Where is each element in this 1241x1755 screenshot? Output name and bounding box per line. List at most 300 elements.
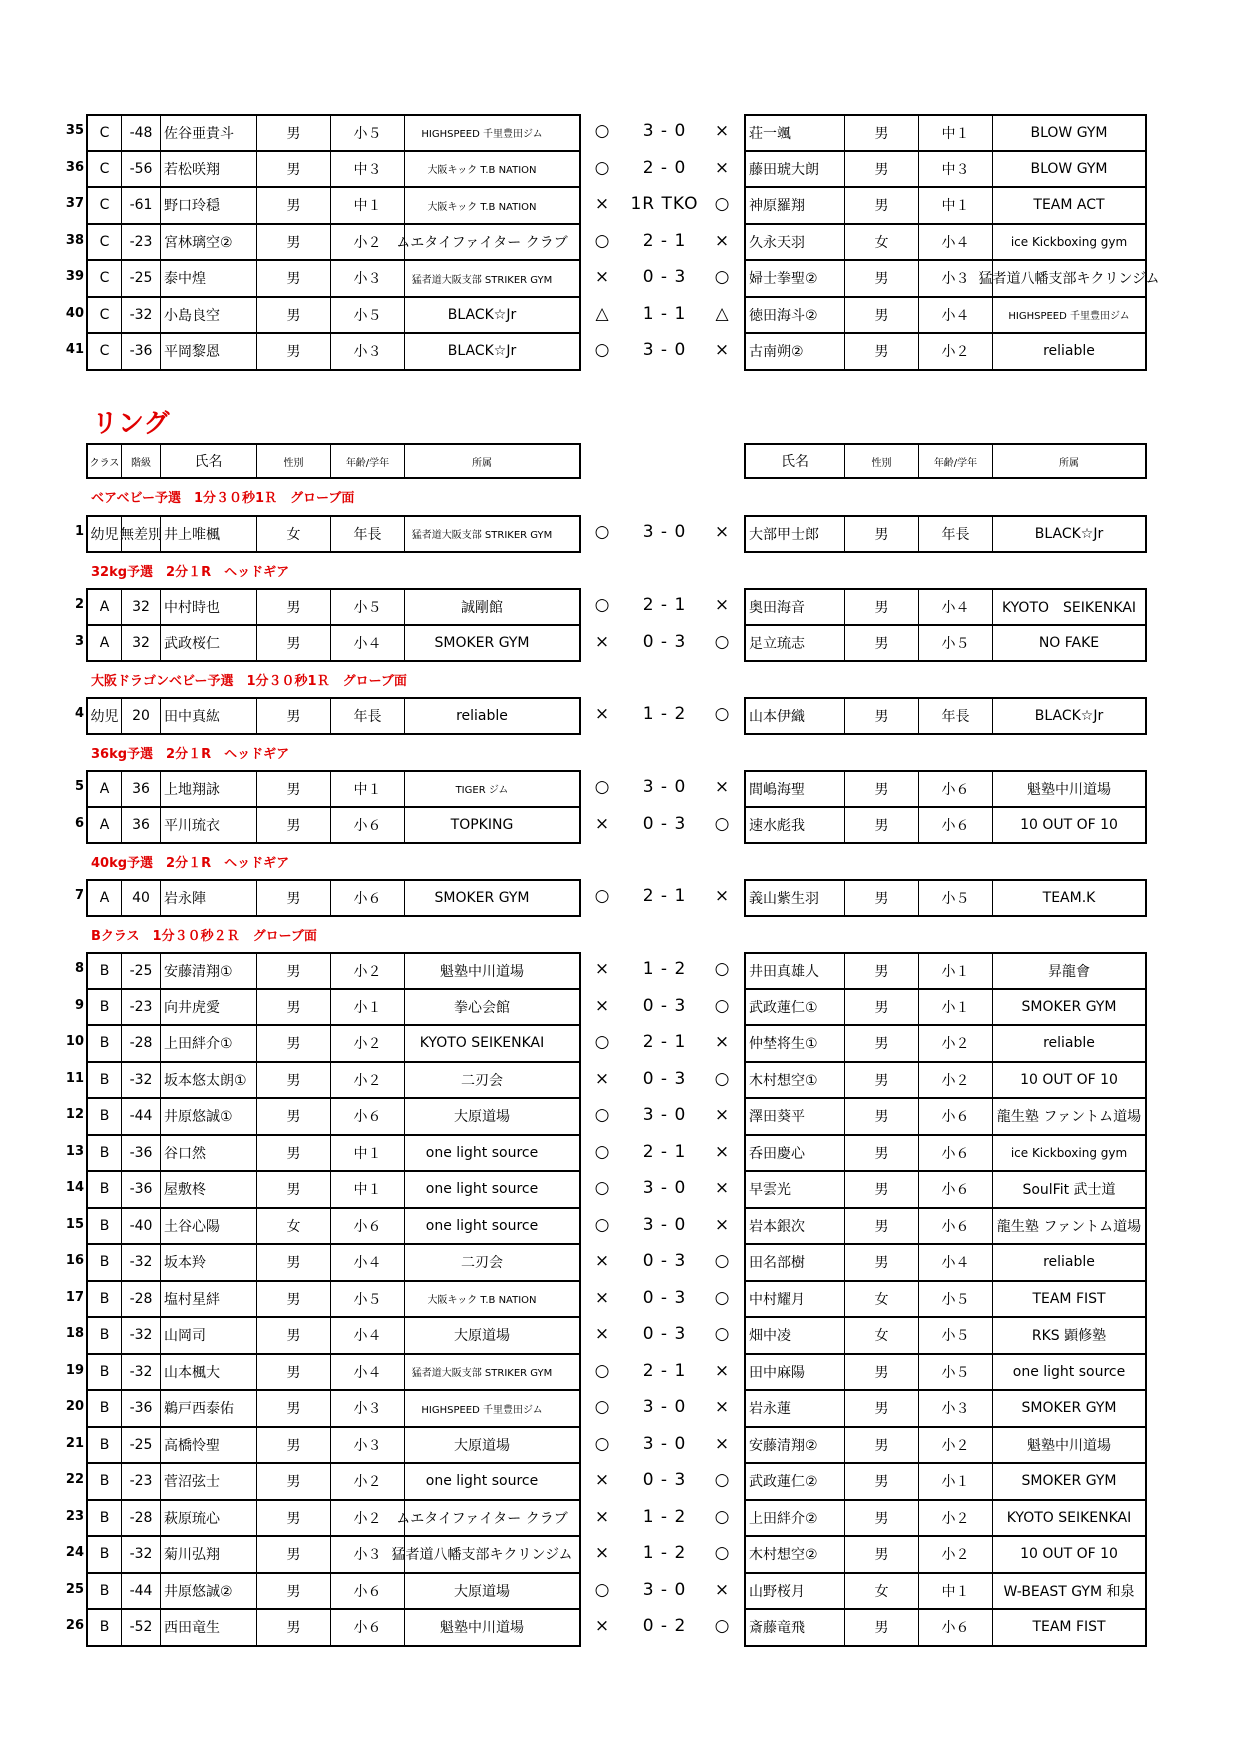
bout-number: 41 bbox=[65, 342, 84, 358]
opponent-grade: 小６ bbox=[919, 1172, 993, 1207]
left-fighter-row bbox=[86, 515, 581, 553]
result-mark-right: × bbox=[714, 1141, 730, 1162]
sex-cell: 男 bbox=[257, 590, 331, 624]
bout-number: 35 bbox=[65, 123, 84, 139]
team-cell: reliable bbox=[456, 707, 508, 724]
sex-cell: 男 bbox=[257, 881, 331, 915]
opponent-team: 10 OUT OF 10 bbox=[1020, 1071, 1118, 1088]
sex-cell: 男 bbox=[257, 1282, 331, 1317]
opponent-sex: 男 bbox=[845, 1136, 919, 1171]
opponent-grade: 小３ bbox=[919, 1391, 993, 1426]
left-fighter-row bbox=[86, 114, 581, 152]
grade-cell: 小４ bbox=[331, 1355, 405, 1390]
score: 2 - 1 bbox=[642, 1141, 687, 1162]
right-fighter-row bbox=[744, 1025, 1147, 1063]
score: 1 - 2 bbox=[642, 1506, 687, 1527]
grade-cell: 小２ bbox=[331, 1026, 405, 1061]
result-mark-left: × bbox=[594, 267, 610, 288]
class-cell: A bbox=[88, 808, 122, 843]
opponent-sex: 男 bbox=[845, 1464, 919, 1499]
score: 2 - 1 bbox=[642, 886, 687, 907]
table-header-right bbox=[744, 443, 1147, 479]
opponent-team: TEAM ACT bbox=[1033, 197, 1105, 214]
grade-cell: 小４ bbox=[331, 1245, 405, 1280]
score: 0 - 3 bbox=[642, 1068, 687, 1089]
team-cell: 大原道場 bbox=[454, 1437, 510, 1454]
result-mark-right: × bbox=[714, 522, 730, 543]
opponent-sex: 男 bbox=[845, 1537, 919, 1572]
sex-cell: 男 bbox=[257, 626, 331, 661]
sex-cell: 男 bbox=[257, 1026, 331, 1061]
opponent-grade: 小５ bbox=[919, 1355, 993, 1390]
weight-cell: -28 bbox=[122, 1026, 161, 1061]
result-mark-left: ○ bbox=[594, 1397, 610, 1418]
class-cell: A bbox=[88, 881, 122, 915]
opponent-sex: 男 bbox=[845, 334, 919, 369]
class-cell: B bbox=[88, 954, 122, 988]
team-cell: 猛者道大阪支部 STRIKER GYM bbox=[411, 530, 553, 542]
team-cell: 猛者道大阪支部 STRIKER GYM bbox=[411, 1368, 553, 1380]
header-opponent-grade: 年齢/学年 bbox=[919, 445, 993, 477]
opponent-team: BLACK☆Jr bbox=[1034, 707, 1104, 724]
left-fighter-row bbox=[86, 1609, 581, 1647]
opponent-sex: 男 bbox=[845, 261, 919, 296]
sex-cell: 女 bbox=[257, 1209, 331, 1244]
score: 0 - 3 bbox=[642, 1324, 687, 1345]
result-mark-left: ○ bbox=[594, 777, 610, 798]
opponent-sex: 男 bbox=[845, 517, 919, 551]
sex-cell: 男 bbox=[257, 954, 331, 988]
opponent-sex: 男 bbox=[845, 1355, 919, 1390]
result-mark-left: × bbox=[594, 194, 610, 215]
bout-number: 19 bbox=[65, 1362, 84, 1378]
opponent-sex: 女 bbox=[845, 1282, 919, 1317]
result-mark-left: ○ bbox=[594, 1178, 610, 1199]
weight-cell: -32 bbox=[122, 1245, 161, 1280]
team-cell: SMOKER GYM bbox=[434, 634, 530, 651]
opponent-sex: 男 bbox=[845, 590, 919, 624]
weight-cell: -23 bbox=[122, 1464, 161, 1499]
score: 3 - 0 bbox=[642, 340, 687, 361]
bout-number: 11 bbox=[65, 1070, 84, 1086]
opponent-team: W-BEAST GYM 和泉 bbox=[1003, 1583, 1135, 1600]
result-mark-left: × bbox=[594, 813, 610, 834]
bout-number: 37 bbox=[65, 196, 84, 212]
opponent-team: TEAM FIST bbox=[1032, 1290, 1106, 1307]
opponent-grade: 小５ bbox=[919, 1282, 993, 1317]
weight-cell: -28 bbox=[122, 1282, 161, 1317]
result-mark-right: ○ bbox=[714, 1506, 730, 1527]
opponent-sex: 男 bbox=[845, 1428, 919, 1463]
result-mark-right: ○ bbox=[714, 194, 730, 215]
fighter-name: 塩村星絆 bbox=[161, 1282, 257, 1317]
opponent-sex: 男 bbox=[845, 990, 919, 1025]
fighter-name: 野口玲穏 bbox=[161, 188, 257, 223]
class-cell: 幼児 bbox=[88, 699, 122, 733]
score: 0 - 3 bbox=[642, 995, 687, 1016]
result-mark-right: ○ bbox=[714, 1616, 730, 1637]
fighter-name: 菊川弘翔 bbox=[161, 1537, 257, 1572]
opponent-sex: 女 bbox=[845, 225, 919, 260]
left-fighter-row bbox=[86, 1500, 581, 1538]
left-fighter-row bbox=[86, 1244, 581, 1282]
sex-cell: 男 bbox=[257, 1318, 331, 1353]
right-fighter-row bbox=[744, 187, 1147, 225]
result-mark-right: ○ bbox=[714, 1251, 730, 1272]
opponent-team: NO FAKE bbox=[1038, 634, 1100, 651]
grade-cell: 小４ bbox=[331, 626, 405, 661]
right-fighter-row bbox=[744, 1062, 1147, 1100]
weight-cell: -56 bbox=[122, 152, 161, 187]
opponent-team: reliable bbox=[1043, 1254, 1095, 1271]
result-mark-right: × bbox=[714, 1032, 730, 1053]
opponent-sex: 男 bbox=[845, 1026, 919, 1061]
bout-number: 36 bbox=[65, 159, 84, 175]
result-mark-right: ○ bbox=[714, 267, 730, 288]
header-grade: 年齢/学年 bbox=[331, 445, 405, 477]
header-weight: 階級 bbox=[122, 445, 161, 477]
opponent-name: 婦士拳聖② bbox=[746, 261, 845, 296]
bout-number: 26 bbox=[65, 1618, 84, 1634]
opponent-sex: 男 bbox=[845, 152, 919, 187]
team-cell: 大阪キック T.B NATION bbox=[427, 165, 537, 177]
left-fighter-row bbox=[86, 1427, 581, 1465]
opponent-name: 神原羅翔 bbox=[746, 188, 845, 223]
bout-number: 13 bbox=[65, 1143, 84, 1159]
result-mark-left: ○ bbox=[594, 121, 610, 142]
right-fighter-row bbox=[744, 260, 1160, 298]
class-cell: B bbox=[88, 1136, 122, 1171]
weight-cell: -23 bbox=[122, 990, 161, 1025]
class-cell: C bbox=[88, 261, 122, 296]
opponent-team: HIGHSPEED 千里豊田ジム bbox=[1008, 311, 1130, 323]
fighter-name: 安藤清翔① bbox=[161, 954, 257, 988]
bout-number: 39 bbox=[65, 269, 84, 285]
section-title: Bクラス 1分３０秒２Ｒ グローブ面 bbox=[91, 929, 317, 944]
result-mark-left: × bbox=[594, 1506, 610, 1527]
result-mark-right: × bbox=[714, 1397, 730, 1418]
sex-cell: 男 bbox=[257, 152, 331, 187]
opponent-name: 岩永蓮 bbox=[746, 1391, 845, 1426]
grade-cell: 小３ bbox=[331, 1428, 405, 1463]
sex-cell: 男 bbox=[257, 1501, 331, 1536]
team-cell: 大原道場 bbox=[454, 1583, 510, 1600]
weight-cell: 20 bbox=[122, 699, 161, 733]
left-fighter-row bbox=[86, 1573, 581, 1611]
grade-cell: 小６ bbox=[331, 1209, 405, 1244]
team-cell: one light source bbox=[425, 1473, 539, 1490]
score: 1 - 1 bbox=[642, 303, 687, 324]
sex-cell: 男 bbox=[257, 188, 331, 223]
opponent-team: SoulFit 武士道 bbox=[1022, 1182, 1116, 1199]
bout-number: 18 bbox=[65, 1326, 84, 1342]
result-mark-left: × bbox=[594, 1616, 610, 1637]
opponent-name: 中村耀月 bbox=[746, 1282, 845, 1317]
opponent-team: RKS 顕修塾 bbox=[1031, 1328, 1107, 1345]
result-mark-left: ○ bbox=[594, 1032, 610, 1053]
left-fighter-row bbox=[86, 1025, 581, 1063]
grade-cell: 中１ bbox=[331, 772, 405, 806]
weight-cell: -44 bbox=[122, 1099, 161, 1134]
class-cell: B bbox=[88, 1574, 122, 1609]
ring-title: リング bbox=[92, 409, 170, 439]
result-mark-right: × bbox=[714, 157, 730, 178]
team-cell: 拳心会館 bbox=[454, 999, 510, 1016]
sex-cell: 男 bbox=[257, 699, 331, 733]
grade-cell: 年長 bbox=[331, 699, 405, 733]
weight-cell: -44 bbox=[122, 1574, 161, 1609]
right-fighter-row bbox=[744, 1500, 1147, 1538]
weight-cell: -61 bbox=[122, 188, 161, 223]
right-fighter-row bbox=[744, 1208, 1147, 1246]
opponent-name: 斎藤竜飛 bbox=[746, 1610, 845, 1645]
opponent-name: 安藤清翔② bbox=[746, 1428, 845, 1463]
weight-cell: -32 bbox=[122, 298, 161, 333]
weight-cell: -48 bbox=[122, 116, 161, 150]
opponent-team: 龍生塾 ファントム道場 bbox=[996, 1218, 1142, 1235]
opponent-name: 田中麻陽 bbox=[746, 1355, 845, 1390]
score: 3 - 0 bbox=[642, 1397, 687, 1418]
left-fighter-row bbox=[86, 807, 581, 845]
sex-cell: 男 bbox=[257, 772, 331, 806]
fighter-name: 小島良空 bbox=[161, 298, 257, 333]
opponent-grade: 小５ bbox=[919, 626, 993, 661]
opponent-sex: 女 bbox=[845, 1574, 919, 1609]
score: 1R TKO bbox=[630, 194, 699, 215]
grade-cell: 小４ bbox=[331, 1318, 405, 1353]
sex-cell: 男 bbox=[257, 1099, 331, 1134]
fighter-name: 佐谷亜貴斗 bbox=[161, 116, 257, 150]
result-mark-left: ○ bbox=[594, 230, 610, 251]
grade-cell: 小３ bbox=[331, 1537, 405, 1572]
opponent-grade: 小４ bbox=[919, 590, 993, 624]
class-cell: B bbox=[88, 1428, 122, 1463]
team-cell: 誠剛館 bbox=[461, 599, 503, 616]
team-cell: HIGHSPEED 千里豊田ジム bbox=[421, 129, 543, 141]
class-cell: A bbox=[88, 590, 122, 624]
class-cell: B bbox=[88, 1537, 122, 1572]
left-fighter-row bbox=[86, 1208, 581, 1246]
right-fighter-row bbox=[744, 1427, 1147, 1465]
opponent-name: 速水彪我 bbox=[746, 808, 845, 843]
result-mark-right: △ bbox=[715, 303, 729, 324]
right-fighter-row bbox=[744, 1244, 1147, 1282]
score: 0 - 2 bbox=[642, 1616, 687, 1637]
opponent-sex: 男 bbox=[845, 298, 919, 333]
right-fighter-row bbox=[744, 1390, 1147, 1428]
right-fighter-row bbox=[744, 1354, 1147, 1392]
score: 3 - 0 bbox=[642, 1579, 687, 1600]
result-mark-right: × bbox=[714, 777, 730, 798]
left-fighter-row bbox=[86, 1062, 581, 1100]
fighter-name: 泰中煌 bbox=[161, 261, 257, 296]
fighter-name: 岩永陣 bbox=[161, 881, 257, 915]
bout-number: 20 bbox=[65, 1399, 84, 1415]
score: 3 - 0 bbox=[642, 777, 687, 798]
right-fighter-row bbox=[744, 770, 1147, 808]
opponent-sex: 男 bbox=[845, 954, 919, 988]
team-cell: SMOKER GYM bbox=[434, 889, 530, 906]
result-mark-right: × bbox=[714, 1105, 730, 1126]
result-mark-left: × bbox=[594, 1470, 610, 1491]
fighter-name: 上田絆介① bbox=[161, 1026, 257, 1061]
opponent-team: reliable bbox=[1043, 343, 1095, 360]
fighter-name: 鵜戸西泰佑 bbox=[161, 1391, 257, 1426]
weight-cell: -36 bbox=[122, 1172, 161, 1207]
fighter-name: 坂本悠太朗① bbox=[161, 1063, 257, 1098]
opponent-name: 木村想空② bbox=[746, 1537, 845, 1572]
right-fighter-row bbox=[744, 1098, 1147, 1136]
opponent-sex: 男 bbox=[845, 626, 919, 661]
bout-number: 23 bbox=[65, 1508, 84, 1524]
left-fighter-row bbox=[86, 1390, 581, 1428]
result-mark-left: × bbox=[594, 1324, 610, 1345]
grade-cell: 小６ bbox=[331, 881, 405, 915]
right-fighter-row bbox=[744, 297, 1147, 335]
result-mark-left: ○ bbox=[594, 157, 610, 178]
opponent-team: KYOTO SEIKENKAI bbox=[1006, 1509, 1132, 1526]
opponent-team: 龍生塾 ファントム道場 bbox=[996, 1109, 1142, 1126]
opponent-name: 早雲光 bbox=[746, 1172, 845, 1207]
score: 3 - 0 bbox=[642, 1178, 687, 1199]
section-title: 大阪ドラゴンベビー予選 1分３０秒1Ｒ グローブ面 bbox=[91, 674, 407, 689]
opponent-grade: 小６ bbox=[919, 1209, 993, 1244]
grade-cell: 小２ bbox=[331, 1063, 405, 1098]
weight-cell: -25 bbox=[122, 261, 161, 296]
opponent-team: 昇龍會 bbox=[1048, 963, 1090, 980]
team-cell: ムエタイファイター クラブ bbox=[396, 1510, 568, 1527]
header-name: 氏名 bbox=[161, 445, 257, 477]
result-mark-left: ○ bbox=[594, 886, 610, 907]
class-cell: C bbox=[88, 225, 122, 260]
fighter-name: 平岡黎恩 bbox=[161, 334, 257, 369]
fighter-name: 菅沼弦士 bbox=[161, 1464, 257, 1499]
sex-cell: 女 bbox=[257, 517, 331, 551]
class-cell: 幼児 bbox=[88, 517, 122, 551]
result-mark-left: △ bbox=[595, 303, 609, 324]
bout-number: 5 bbox=[74, 779, 84, 795]
bout-number: 3 bbox=[74, 633, 84, 649]
left-fighter-row bbox=[86, 1135, 581, 1173]
result-mark-right: × bbox=[714, 1579, 730, 1600]
sex-cell: 男 bbox=[257, 1464, 331, 1499]
opponent-grade: 小４ bbox=[919, 1245, 993, 1280]
class-cell: B bbox=[88, 1464, 122, 1499]
class-cell: B bbox=[88, 1063, 122, 1098]
score: 1 - 2 bbox=[642, 1543, 687, 1564]
bout-number: 8 bbox=[74, 961, 84, 977]
result-mark-right: ○ bbox=[714, 1287, 730, 1308]
left-fighter-row bbox=[86, 588, 581, 626]
grade-cell: 小２ bbox=[331, 954, 405, 988]
opponent-team: BLOW GYM bbox=[1030, 160, 1108, 177]
weight-cell: -32 bbox=[122, 1318, 161, 1353]
right-fighter-row bbox=[744, 1281, 1147, 1319]
right-fighter-row bbox=[744, 1135, 1147, 1173]
opponent-grade: 中１ bbox=[919, 1574, 993, 1609]
opponent-grade: 小４ bbox=[919, 298, 993, 333]
bout-number: 4 bbox=[74, 706, 84, 722]
weight-cell: -32 bbox=[122, 1355, 161, 1390]
team-cell: BLACK☆Jr bbox=[447, 343, 517, 360]
left-fighter-row bbox=[86, 1098, 581, 1136]
opponent-grade: 小６ bbox=[919, 1136, 993, 1171]
grade-cell: 小２ bbox=[331, 225, 405, 260]
left-fighter-row bbox=[86, 625, 581, 663]
left-fighter-row bbox=[86, 1171, 581, 1209]
opponent-sex: 女 bbox=[845, 1318, 919, 1353]
opponent-sex: 男 bbox=[845, 772, 919, 806]
left-fighter-row bbox=[86, 260, 581, 298]
weight-cell: -32 bbox=[122, 1063, 161, 1098]
score: 3 - 0 bbox=[642, 121, 687, 142]
result-mark-right: ○ bbox=[714, 1324, 730, 1345]
opponent-sex: 男 bbox=[845, 188, 919, 223]
class-cell: B bbox=[88, 1172, 122, 1207]
opponent-grade: 小２ bbox=[919, 1428, 993, 1463]
right-fighter-row bbox=[744, 1463, 1147, 1501]
fighter-name: 井上唯楓 bbox=[161, 517, 257, 551]
bout-number: 15 bbox=[65, 1216, 84, 1232]
team-cell: one light source bbox=[425, 1144, 539, 1161]
bout-number: 16 bbox=[65, 1253, 84, 1269]
opponent-grade: 小４ bbox=[919, 225, 993, 260]
opponent-grade: 小１ bbox=[919, 990, 993, 1025]
result-mark-left: ○ bbox=[594, 522, 610, 543]
section-title: 32kg予選 2分１R ヘッドギア bbox=[91, 565, 290, 580]
result-mark-left: ○ bbox=[594, 1105, 610, 1126]
result-mark-right: ○ bbox=[714, 631, 730, 652]
left-fighter-row bbox=[86, 297, 581, 335]
opponent-grade: 年長 bbox=[919, 699, 993, 733]
bout-number: 6 bbox=[74, 815, 84, 831]
sex-cell: 男 bbox=[257, 808, 331, 843]
right-fighter-row bbox=[744, 1573, 1147, 1611]
opponent-grade: 中１ bbox=[919, 116, 993, 150]
result-mark-left: ○ bbox=[594, 1214, 610, 1235]
result-mark-right: ○ bbox=[714, 813, 730, 834]
opponent-name: 田名部樹 bbox=[746, 1245, 845, 1280]
result-mark-left: ○ bbox=[594, 595, 610, 616]
weight-cell: -25 bbox=[122, 954, 161, 988]
opponent-sex: 男 bbox=[845, 1172, 919, 1207]
fighter-name: 平川琉衣 bbox=[161, 808, 257, 843]
class-cell: B bbox=[88, 1026, 122, 1061]
sex-cell: 男 bbox=[257, 990, 331, 1025]
weight-cell: 40 bbox=[122, 881, 161, 915]
opponent-name: 久永天羽 bbox=[746, 225, 845, 260]
opponent-grade: 小６ bbox=[919, 1610, 993, 1645]
grade-cell: 中１ bbox=[331, 1136, 405, 1171]
section-title: 40kg予選 2分１R ヘッドギア bbox=[91, 856, 290, 871]
bout-number: 24 bbox=[65, 1545, 84, 1561]
team-cell: 猛者道大阪支部 STRIKER GYM bbox=[411, 274, 553, 286]
opponent-team: 魁塾中川道場 bbox=[1027, 781, 1111, 798]
opponent-grade: 小１ bbox=[919, 1464, 993, 1499]
opponent-team: BLACK☆Jr bbox=[1034, 525, 1104, 542]
fighter-name: 井原悠誠② bbox=[161, 1574, 257, 1609]
opponent-grade: 小５ bbox=[919, 881, 993, 915]
team-cell: BLACK☆Jr bbox=[447, 306, 517, 323]
sex-cell: 男 bbox=[257, 1063, 331, 1098]
opponent-name: 上田絆介② bbox=[746, 1501, 845, 1536]
fighter-name: 高橋怜聖 bbox=[161, 1428, 257, 1463]
grade-cell: 小６ bbox=[331, 1099, 405, 1134]
opponent-team: 10 OUT OF 10 bbox=[1020, 1546, 1118, 1563]
left-fighter-row bbox=[86, 1463, 581, 1501]
grade-cell: 小５ bbox=[331, 116, 405, 150]
result-mark-left: ○ bbox=[594, 1579, 610, 1600]
